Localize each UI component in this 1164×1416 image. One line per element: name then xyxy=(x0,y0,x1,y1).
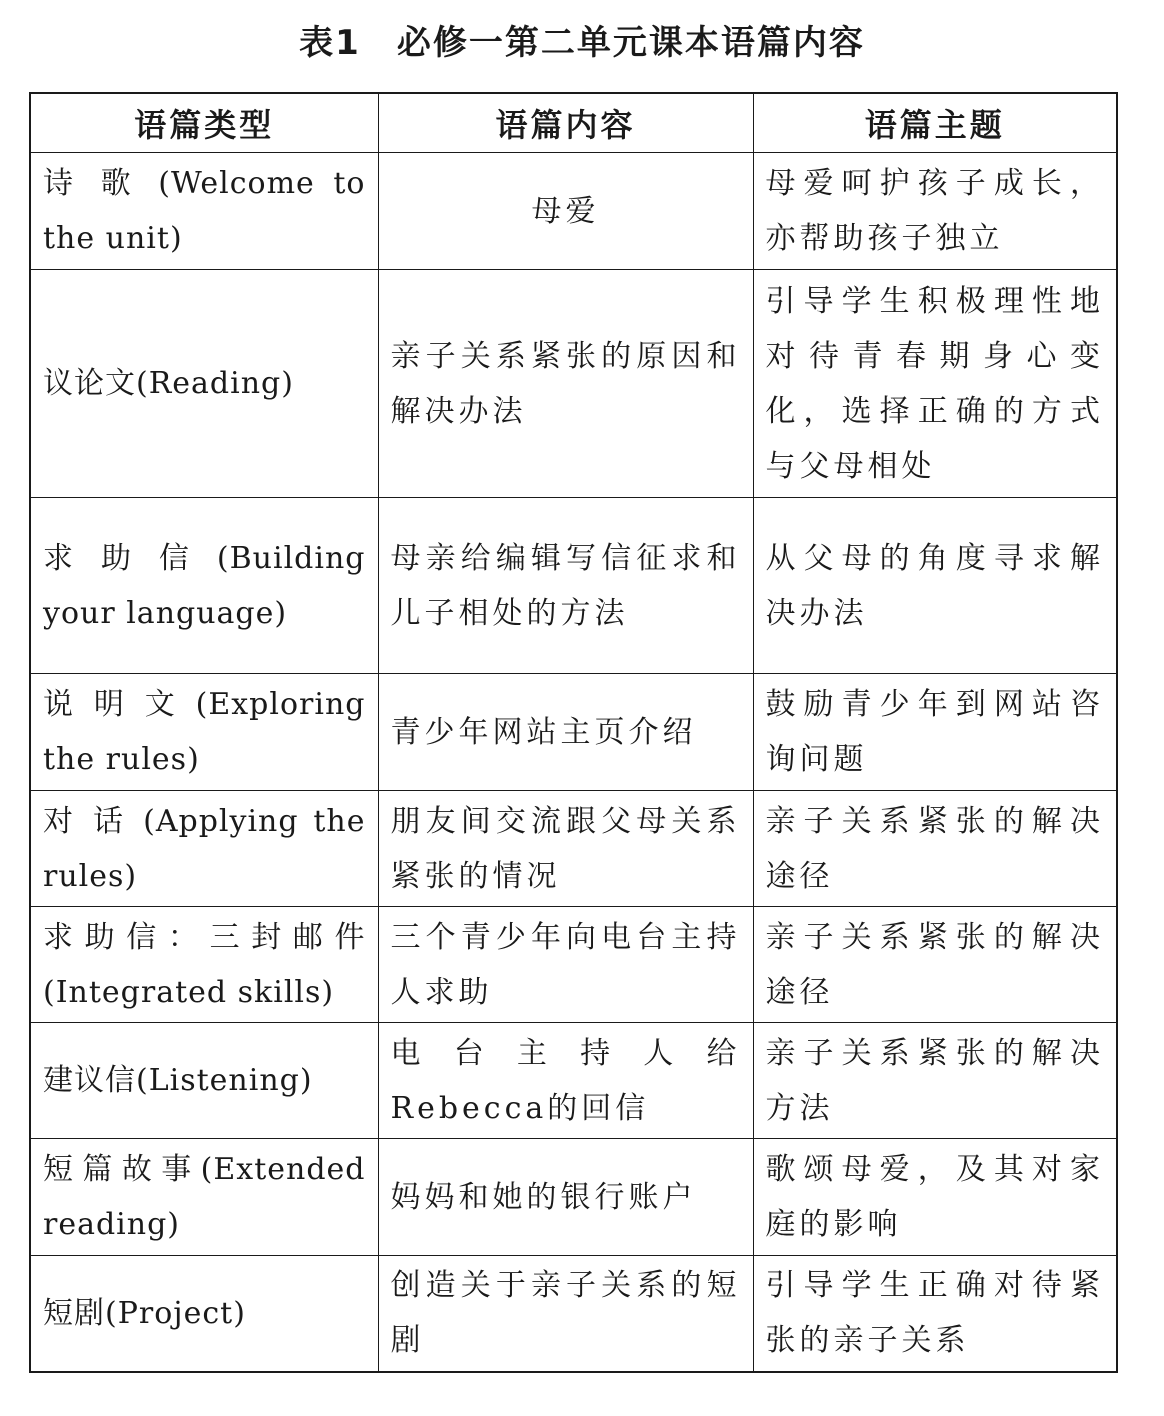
table-row xyxy=(30,1139,1117,1256)
cell-content: 青少年网站主页介绍 xyxy=(378,674,753,791)
cell-type: 求 助 信 (Building your language) xyxy=(30,498,378,674)
cell-type: 诗 歌 (Welcome to the unit) xyxy=(30,153,378,270)
cell-theme: 亲子关系紧张的解决途径 xyxy=(753,907,1117,1023)
cell-theme: 母爱呵护孩子成长，亦帮助孩子独立 xyxy=(753,153,1117,270)
table-caption: 表1 必修一第二单元课本语篇内容 xyxy=(299,23,865,63)
table-row xyxy=(30,270,1117,498)
cell-theme: 鼓励青少年到网站咨询问题 xyxy=(753,674,1117,791)
header-text-content: 语篇内容 xyxy=(378,93,753,153)
cell-content: 母爱 xyxy=(378,153,753,270)
cell-theme: 引导学生积极理性地对待青春期身心变化，选择正确的方式与父母相处 xyxy=(753,270,1117,498)
table-header-row xyxy=(30,93,1117,153)
table-row xyxy=(30,1023,1117,1139)
cell-theme: 亲子关系紧张的解决途径 xyxy=(753,791,1117,907)
unit-texts-table xyxy=(29,92,1118,1373)
cell-content: 朋友间交流跟父母关系紧张的情况 xyxy=(378,791,753,907)
cell-content: 妈妈和她的银行账户 xyxy=(378,1139,753,1256)
cell-theme: 歌颂母爱，及其对家庭的影响 xyxy=(753,1139,1117,1256)
cell-type: 求助信：三封邮件(Integrated skills) xyxy=(30,907,378,1023)
table-row xyxy=(30,674,1117,791)
cell-content: 亲子关系紧张的原因和解决办法 xyxy=(378,270,753,498)
cell-type: 对 话 (Applying the rules) xyxy=(30,791,378,907)
cell-content: 母亲给编辑写信征求和儿子相处的方法 xyxy=(378,498,753,674)
header-text-theme: 语篇主题 xyxy=(753,93,1117,153)
cell-type: 议论文(Reading) xyxy=(30,270,378,498)
cell-type: 说 明 文 (Exploring the rules) xyxy=(30,674,378,791)
table-row xyxy=(30,907,1117,1023)
cell-type: 建议信(Listening) xyxy=(30,1023,378,1139)
table-row xyxy=(30,153,1117,270)
table-row xyxy=(30,498,1117,674)
header-text-type: 语篇类型 xyxy=(30,93,378,153)
table-row xyxy=(30,791,1117,907)
cell-theme: 亲子关系紧张的解决方法 xyxy=(753,1023,1117,1139)
cell-theme: 从父母的角度寻求解决办法 xyxy=(753,498,1117,674)
cell-type: 短剧(Project) xyxy=(30,1256,378,1372)
cell-content: 电 台 主 持 人 给 Rebecca的回信 xyxy=(378,1023,753,1139)
cell-content: 三个青少年向电台主持人求助 xyxy=(378,907,753,1023)
cell-content: 创造关于亲子关系的短剧 xyxy=(378,1256,753,1372)
table-row xyxy=(30,1256,1117,1372)
cell-type: 短篇故事(Extended reading) xyxy=(30,1139,378,1256)
cell-theme: 引导学生正确对待紧张的亲子关系 xyxy=(753,1256,1117,1372)
